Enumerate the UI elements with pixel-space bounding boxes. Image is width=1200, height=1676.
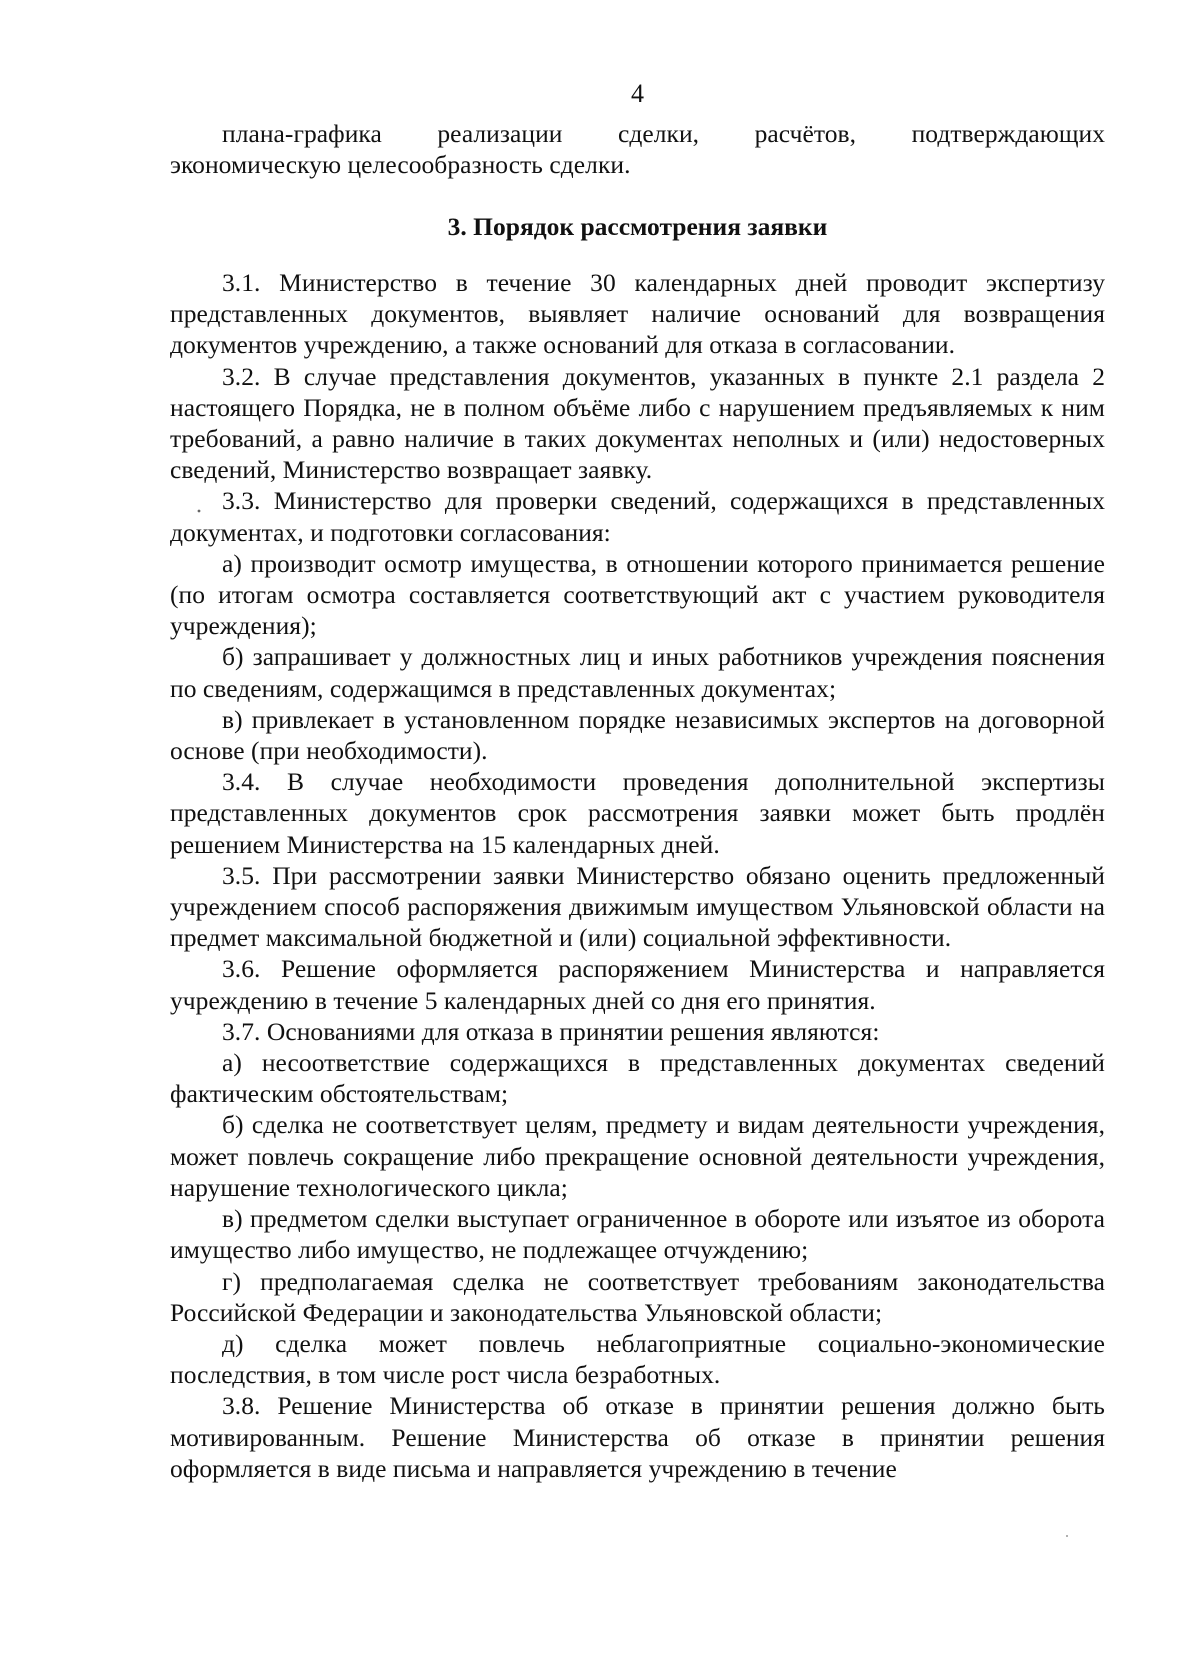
paragraph-3-7-v: в) предметом сделки выступает ограниченное в обороте или изъятое из оборота имущество либо имущество, не подлежащее отчуждению; (170, 1204, 1105, 1265)
paragraph-3-6: 3.6. Решение оформляется распоряжением Министерства и направляется учреждению в течение 5 календарных дней со дня его принятия. (170, 954, 1105, 1015)
paragraph-3-7-d: д) сделка может повлечь неблагоприятные социально-экономические последствия, в том числе рост числа безработных. (170, 1328, 1105, 1390)
paragraph-3-3: 3.3. Министерство для проверки сведений, содержащихся в представленных документах, и подготовки согласования: (170, 486, 1105, 547)
intro-line-2: экономическую целесообразность сделки. (170, 150, 631, 180)
paragraph-3-7: 3.7. Основаниями для отказа в принятии решения являются: (222, 1016, 880, 1046)
page-number: 4 (631, 79, 644, 108)
paragraph-3-3-v: в) привлекает в установленном порядке независимых экспертов на договорной основе (при необходимости). (170, 704, 1105, 766)
paragraph-3-8: 3.8. Решение Министерства об отказе в принятии решения должно быть мотивированным. Решение Министерства об отказе в принятии решения оформляется в виде письма и направляется учреждению в течение (170, 1391, 1105, 1483)
paragraph-3-5: 3.5. При рассмотрении заявки Министерство обязано оценить предложенный учреждением способ распоряжения движимым имуществом Ульяновской области на предмет максимальной бюджетной и (или) социальной эффективности. (170, 860, 1105, 953)
paragraph-3-2: 3.2. В случае представления документов, указанных в пункте 2.1 раздела 2 настоящего Порядка, не в полном объёме либо с нарушением предъявляемых к ним требований, а равно наличие в таких документах неполных и (или) недостоверных сведений, Министерство возвращает заявку. (170, 361, 1105, 485)
section-body (170, 267, 1105, 1484)
section-title: 3. Порядок рассмотрения заявки (447, 212, 828, 241)
paragraph-3-7-b: б) сделка не соответствует целям, предмету и видам деятельности учреждения, может повлечь сокращение либо прекращение основной деятельности учреждения, нарушение технологического цикла; (170, 1110, 1105, 1202)
paragraph-3-4: 3.4. В случае необходимости проведения дополнительной экспертизы представленных документов срок рассмотрения заявки может быть продлён решением Министерства на 15 календарных дней. (170, 767, 1105, 859)
paragraph-3-1: 3.1. Министерство в течение 30 календарных дней проводит экспертизу представленных документов, выявляет наличие оснований для возвращения документов учреждению, а также оснований для отказа в согласовании. (170, 268, 1105, 360)
paragraph-3-7-a: а) несоответствие содержащихся в представленных документах сведений фактическим обстоятельствам; (170, 1048, 1105, 1109)
intro-line-1: плана-графика реализации сделки, расчётов, подтверждающих (222, 119, 1105, 148)
paragraph-3-7-g: г) предполагаемая сделка не соответствует требованиям законодательства Российской Федерации и законодательства Ульяновской области; (170, 1266, 1105, 1327)
paragraph-3-3-b: б) запрашивает у должностных лиц и иных работников учреждения пояснения по сведениям, содержащимся в представленных документах; (170, 642, 1105, 703)
paragraph-3-3-a: а) производит осмотр имущества, в отношении которого принимается решение (по итогам осмотра составляется соответствующий акт с участием руководителя учреждения); (170, 548, 1105, 641)
intro-continuation (170, 118, 1105, 180)
